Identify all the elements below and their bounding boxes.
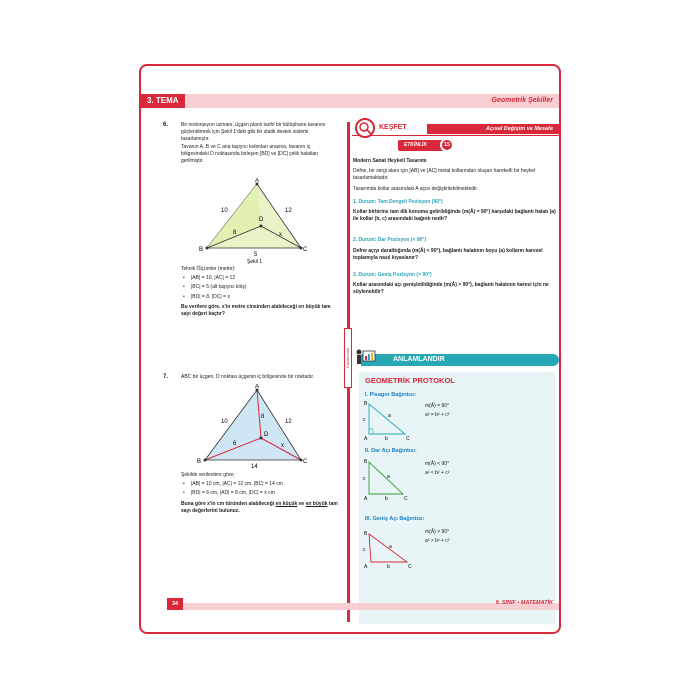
q6-number: 6.	[163, 122, 169, 128]
case3-title: 3. Durum: Geniş Pozisyon (> 90°)	[353, 272, 432, 279]
acute-triangle-figure	[363, 456, 413, 500]
q7-label-ad: 8	[261, 414, 265, 420]
formula-line: a² = b² + c²	[425, 412, 450, 418]
kesfet-p2: Tasarımda kollar arasındaki A açısı değiştirilebilmektedir.	[353, 185, 479, 192]
case1-text: Kollar birbirine tam dik konuma getirildiğinde (m(Â) = 90°) karşıdaki bağlantı halatı (a) ile kollar (b, c) arasındaki bağıntı nedir?	[353, 209, 556, 223]
tri-label: a	[388, 413, 391, 419]
obtuse-triangle-figure	[363, 524, 413, 568]
q7-point-b	[204, 459, 207, 462]
q7-label-c: C	[303, 459, 308, 465]
tri-label: c	[363, 417, 366, 423]
q7-question-part: Buna göre x'in cm türünden alabileceği	[181, 500, 276, 507]
q7-label-b: B	[197, 459, 202, 465]
q6-label-bc: 5	[254, 252, 258, 258]
q7-number: 7.	[163, 374, 169, 380]
etkinlik-number: 15	[440, 138, 454, 152]
q6-intro-2: Tavanın A, B ve C ana taşıyıcı kolonları arasına, tavanın iç bölgesindeki D noktasında birleşen [BD] ve [DC] çelik halatları gerilmiştir.	[181, 143, 319, 165]
q6-intro: Bir restorasyon uzmanı, üçgen planlı tarihî bir kütüphane tavanını güçlendirmek için Şekil 1'deki gibi bir statik destek sistemi tasarlamıştır.	[181, 122, 326, 143]
q7-figure	[197, 384, 317, 470]
right-triangle-figure	[363, 400, 413, 442]
tri-label: A	[364, 496, 368, 500]
tri-label: B	[364, 459, 368, 465]
q6-caption: Şekil 1	[247, 259, 263, 264]
q6-label-bd: 8	[233, 230, 237, 236]
obtuse-formula	[425, 528, 449, 546]
page	[139, 64, 561, 634]
q7-label-d: D	[264, 432, 269, 438]
tri-label: c	[363, 547, 366, 553]
case2-title: 2. Durum: Dar Pozisyon (< 90°)	[353, 237, 426, 244]
page-number: 34	[167, 598, 183, 610]
q6-label-dc: x	[279, 232, 282, 238]
q7-label-ac: 12	[285, 419, 292, 425]
formula-line: a² > b² + c²	[425, 538, 450, 544]
tri-label: c	[363, 476, 366, 482]
q7-question-part: ve	[297, 500, 306, 507]
tri-label: C	[404, 496, 408, 500]
q7-given	[181, 472, 341, 515]
anlamlandir-bar: ANLAMLANDIR	[361, 354, 559, 366]
q6-label-c: C	[303, 247, 308, 253]
tri-label: a	[389, 544, 392, 550]
side-tab: Kazanımlar	[344, 328, 352, 388]
footer-book-title: 9. SINIF • MATEMATİK	[495, 600, 553, 606]
acute-formula	[425, 460, 449, 478]
q6-measurements	[181, 266, 341, 318]
q6-bullet: • |AB| = 10, |AC| = 12	[181, 275, 341, 282]
q7-label-ab: 10	[221, 419, 228, 425]
q6-bullet: • |BD| = 8, |DC| = x	[181, 294, 341, 301]
q7-bullet: • |AB| = 10 cm, |AC| = 12 cm, |BC| = 14 cm	[181, 481, 341, 488]
kesfet-content	[353, 158, 557, 297]
formula-line: m(Â) < 90°	[425, 461, 450, 467]
kesfet-p1: Defne, bir sergi alanı için [AB] ve [AC] metal kollarından oluşan hareketli bir heykel tasarlamaktadır.	[353, 168, 536, 182]
q6-bullet: • |BC| = 5 (alt taşıyıcı kiriş)	[181, 284, 341, 291]
magnifier-icon	[355, 118, 375, 138]
q6-label-b: B	[199, 247, 204, 253]
acute-title: II. Dar Açı Bağıntısı:	[365, 448, 417, 454]
presentation-icon	[353, 348, 375, 368]
kesfet-subtitle: Açısal Değişim ve Mesafe	[427, 124, 559, 134]
q6-text	[181, 122, 337, 165]
q6-label-ab: 10	[221, 208, 228, 214]
tri-label: A	[364, 564, 368, 568]
formula-line: m(Â) = 90°	[425, 403, 450, 409]
case2-text: Defne açıyı daralttığında (m(Â) < 90°), bağlantı halatının boyu (a) kolların karesel toplamıyla nasıl kıyaslanır?	[353, 247, 543, 261]
q6-label-ac: 12	[285, 208, 292, 214]
q7-text: ABC bir üçgen, D noktası üçgenin iç bölgesinde bir noktadır.	[181, 374, 315, 380]
topic-label: Geometrik Şekiller	[491, 97, 553, 104]
q7-question-part: tam sayı değerlerini bulunuz.	[181, 500, 338, 514]
q7-question	[181, 501, 341, 515]
formula-line: a² < b² + c²	[425, 470, 450, 476]
kesfet-title: KEŞFET	[379, 124, 407, 131]
q7-triangle	[205, 390, 301, 460]
q6-label-d: D	[259, 217, 264, 223]
tri-label: a	[387, 474, 390, 480]
kesfet-heading: Modern Sanat Heykeli Tasarımı	[353, 158, 427, 164]
tri-label: b	[387, 564, 390, 568]
q7-question-underline: en büyük	[305, 500, 328, 507]
q7-given-title: Şekilde verilenlere göre;	[181, 472, 235, 478]
q7-label-bc: 14	[251, 464, 258, 470]
obtuse-title: III. Geniş Açı Bağıntısı:	[365, 516, 425, 522]
q6-figure	[199, 178, 315, 264]
q7-bullet: • |BD| = 6 cm, |AD| = 8 cm, |DC| = x cm	[181, 490, 341, 497]
q6-tech-title: Teknik Ölçümler (metre):	[181, 266, 236, 272]
tri-label: A	[364, 436, 368, 442]
theme-label: 3. TEMA	[141, 94, 185, 108]
protocol-title: GEOMETRİK PROTOKOL	[365, 376, 455, 385]
tri-label: B	[364, 401, 368, 407]
formula-line: m(Â) > 90°	[425, 529, 450, 535]
tri-label: C	[406, 436, 410, 442]
q6-question: Bu verilere göre, x'in metre cinsinden alabileceği en büyük tam sayı değeri kaçtır?	[181, 303, 331, 318]
q6-label-a: A	[255, 178, 260, 184]
tri-label: B	[364, 531, 368, 537]
q7-question-underline: en küçük	[275, 500, 298, 507]
pythagoras-title: I. Pisagor Bağıntısı:	[365, 392, 417, 398]
q7-label-dc: x	[281, 443, 284, 449]
q6-point-d	[260, 225, 263, 228]
tri-label: b	[385, 436, 388, 442]
case1-title: 1. Durum: Tam Dengeli Pozisyon (90°)	[353, 198, 443, 205]
tri-label: b	[385, 496, 388, 500]
tri-label: C	[408, 564, 412, 568]
case3-text: Kollar arasındaki açı genişletildiğinde (m(Â) > 90°), bağlantı halatının karesi için ne söylenebilir?	[353, 282, 549, 296]
etkinlik-badge: ETKİNLİK	[398, 140, 446, 151]
q6-point-b	[206, 247, 209, 250]
pythagoras-formula	[425, 402, 449, 420]
q7-label-bd: 6	[233, 441, 237, 447]
q7-point-d	[260, 437, 263, 440]
q7-label-a: A	[255, 384, 260, 390]
